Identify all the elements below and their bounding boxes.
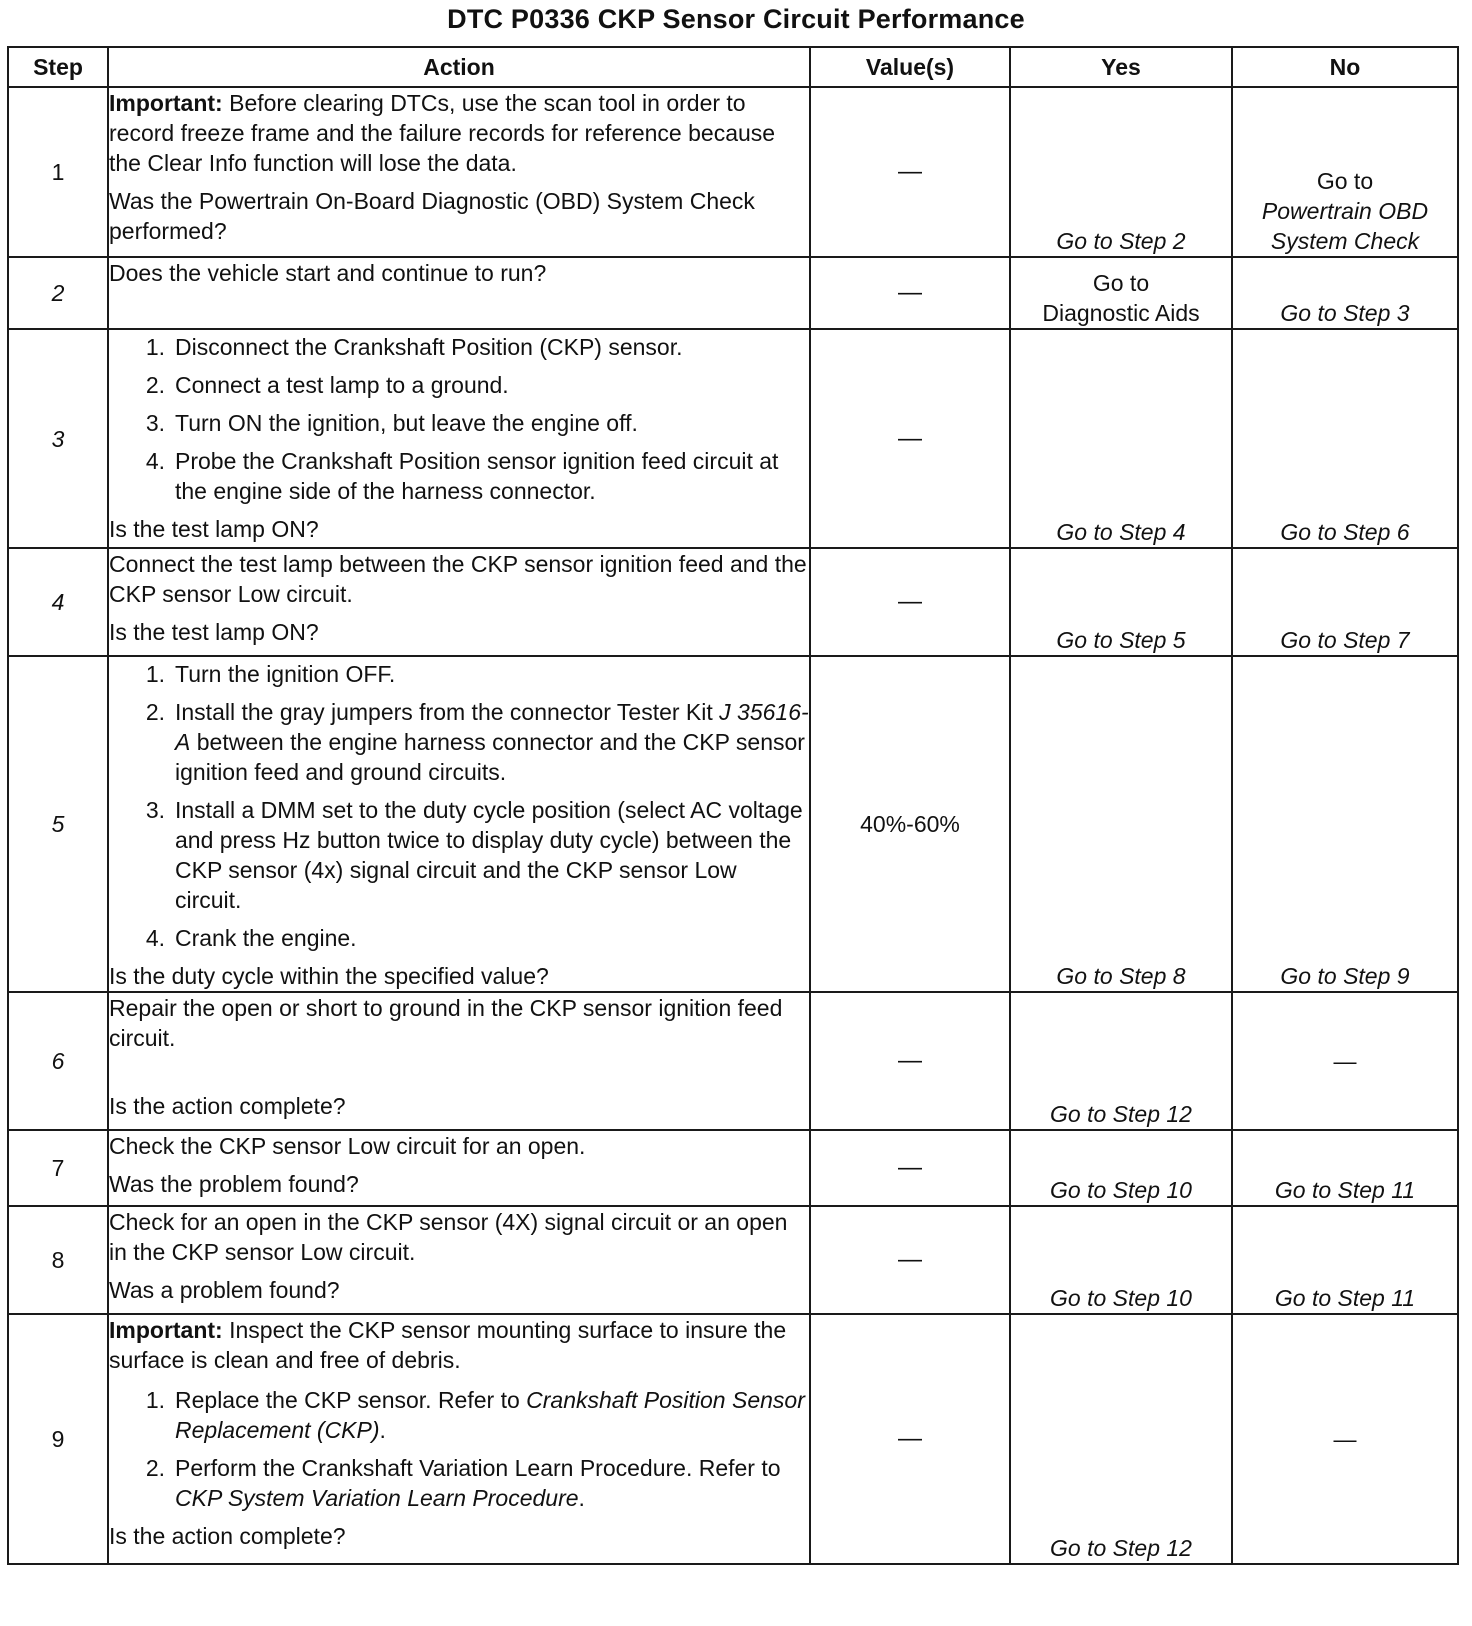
yes-link-diagnostic-aids[interactable]: Diagnostic Aids (1042, 300, 1200, 326)
yes-link[interactable]: Go to Step 10 (1010, 1130, 1232, 1206)
header-values: Value(s) (810, 47, 1010, 87)
list-item: 3. Turn ON the ignition, but leave the engine off. (145, 410, 638, 436)
value-cell: — (810, 1206, 1010, 1314)
list-item: 3. Install a DMM set to the duty cycle position (select AC voltage and press Hz button twice to display duty cycle) between the CKP sensor (4x) signal circuit and the CKP sensor Low circuit. (145, 797, 803, 913)
action-cell (108, 329, 810, 548)
header-yes: Yes (1010, 47, 1232, 87)
step-number: 3 (8, 329, 108, 548)
value-cell: — (810, 257, 1010, 329)
procedure-list (109, 1385, 809, 1513)
list-item: 2. Connect a test lamp to a ground. (145, 372, 509, 398)
step-question: Is the test lamp ON? (109, 619, 319, 645)
header-step: Step (8, 47, 108, 87)
step-instruction: Connect the test lamp between the CKP sensor ignition feed and the CKP sensor Low circuit. (109, 551, 807, 607)
list-item: 2. Perform the Crankshaft Variation Learn Procedure. Refer to CKP System Variation Learn Procedure. (145, 1455, 781, 1511)
step-number: 6 (8, 992, 108, 1130)
no-link[interactable]: Go to Step 7 (1232, 548, 1458, 656)
no-cell (1232, 87, 1458, 257)
table-row-step-2 (8, 257, 1458, 329)
table-row-step-3 (8, 329, 1458, 548)
step-instruction: Check for an open in the CKP sensor (4X) signal circuit or an open in the CKP sensor Low circuit. (109, 1209, 788, 1265)
value-cell: — (810, 548, 1010, 656)
action-cell (108, 548, 810, 656)
step-number: 8 (8, 1206, 108, 1314)
step-question: Is the test lamp ON? (109, 516, 319, 542)
action-cell (108, 992, 810, 1130)
value-cell: — (810, 1314, 1010, 1564)
action-cell (108, 1206, 810, 1314)
step-instruction: Repair the open or short to ground in the CKP sensor ignition feed circuit. (109, 995, 783, 1051)
action-cell (108, 87, 810, 257)
tool-reference: J 35616-A (175, 699, 809, 755)
table-row-step-1 (8, 87, 1458, 257)
yes-link[interactable]: Go to Step 10 (1010, 1206, 1232, 1314)
no-cell: — (1232, 992, 1458, 1130)
action-cell (108, 656, 810, 992)
table-row-step-6 (8, 992, 1458, 1130)
step-question: Does the vehicle start and continue to run? (109, 260, 547, 286)
no-link-obd-system-check[interactable]: Powertrain OBD System Check (1261, 198, 1429, 254)
step-number: 5 (8, 656, 108, 992)
no-link[interactable]: Go to Step 11 (1232, 1206, 1458, 1314)
step-number: 7 (8, 1130, 108, 1206)
step-question: Is the duty cycle within the specified value? (109, 963, 549, 989)
yes-link[interactable]: Go to Step 12 (1010, 992, 1232, 1130)
action-cell (108, 1314, 810, 1564)
table-row-step-9 (8, 1314, 1458, 1564)
yes-link[interactable]: Go to Step 5 (1010, 548, 1232, 656)
step-question: Was a problem found? (109, 1277, 340, 1303)
step-question: Was the Powertrain On-Board Diagnostic (OBD) System Check performed? (109, 188, 755, 244)
no-link[interactable]: Go to Step 3 (1232, 257, 1458, 329)
table-row-step-7 (8, 1130, 1458, 1206)
yes-link[interactable]: Go to Step 12 (1010, 1314, 1232, 1564)
yes-link[interactable]: Go to Step 8 (1010, 656, 1232, 992)
header-action: Action (108, 47, 810, 87)
yes-cell (1010, 257, 1232, 329)
important-label: Important: (109, 90, 223, 116)
important-text: Before clearing DTCs, use the scan tool in order to record freeze frame and the failure records for reference because the Clear Info function will lose the data. (109, 90, 776, 176)
list-item: 2. Install the gray jumpers from the connector Tester Kit J 35616-A between the engine harness connector and the CKP sensor ignition feed and ground circuits. (145, 699, 809, 785)
important-text: Inspect the CKP sensor mounting surface to insure the surface is clean and free of debris. (109, 1317, 787, 1373)
no-link[interactable]: Go to Step 6 (1232, 329, 1458, 548)
header-no: No (1232, 47, 1458, 87)
step-number: 9 (8, 1314, 108, 1564)
no-link[interactable]: Go to Step 9 (1232, 656, 1458, 992)
step-question: Is the action complete? (109, 1093, 346, 1119)
action-cell (108, 1130, 810, 1206)
step-instruction: Check the CKP sensor Low circuit for an open. (109, 1133, 586, 1159)
step-question: Is the action complete? (109, 1523, 346, 1549)
no-cell: — (1232, 1314, 1458, 1564)
diagnostic-table (7, 46, 1459, 1565)
no-link[interactable]: Go to Step 11 (1232, 1130, 1458, 1206)
action-cell (108, 257, 810, 329)
value-cell: — (810, 992, 1010, 1130)
step-question: Was the problem found? (109, 1171, 359, 1197)
yes-prefix: Go to (1092, 270, 1150, 296)
page-title: DTC P0336 CKP Sensor Circuit Performance (447, 4, 1025, 34)
value-cell: 40%-60% (810, 656, 1010, 992)
important-label: Important: (109, 1317, 223, 1343)
list-item: 4. Crank the engine. (145, 925, 357, 951)
procedure-list (109, 332, 809, 506)
table-row-step-8 (8, 1206, 1458, 1314)
link-ckp-variation-learn[interactable]: CKP System Variation Learn Procedure (175, 1485, 579, 1511)
list-item: 1. Turn the ignition OFF. (145, 661, 396, 687)
value-cell: — (810, 1130, 1010, 1206)
value-cell: — (810, 329, 1010, 548)
value-cell: — (810, 87, 1010, 257)
step-number: 1 (8, 87, 108, 257)
procedure-list (109, 659, 809, 953)
step-number: 4 (8, 548, 108, 656)
no-prefix: Go to (1316, 168, 1374, 194)
step-number: 2 (8, 257, 108, 329)
yes-link[interactable]: Go to Step 4 (1010, 329, 1232, 548)
link-ckp-sensor-replacement[interactable]: Crankshaft Position Sensor Replacement (CKP) (175, 1387, 805, 1443)
yes-link[interactable]: Go to Step 2 (1010, 87, 1232, 257)
list-item: 1. Disconnect the Crankshaft Position (CKP) sensor. (145, 334, 683, 360)
important-note (109, 1315, 809, 1375)
header-row (8, 47, 1458, 87)
list-item: 1. Replace the CKP sensor. Refer to Crankshaft Position Sensor Replacement (CKP). (145, 1387, 805, 1443)
important-note (109, 88, 809, 178)
table-row-step-4 (8, 548, 1458, 656)
list-item: 4. Probe the Crankshaft Position sensor ignition feed circuit at the engine side of the harness connector. (145, 448, 779, 504)
table-row-step-5 (8, 656, 1458, 992)
